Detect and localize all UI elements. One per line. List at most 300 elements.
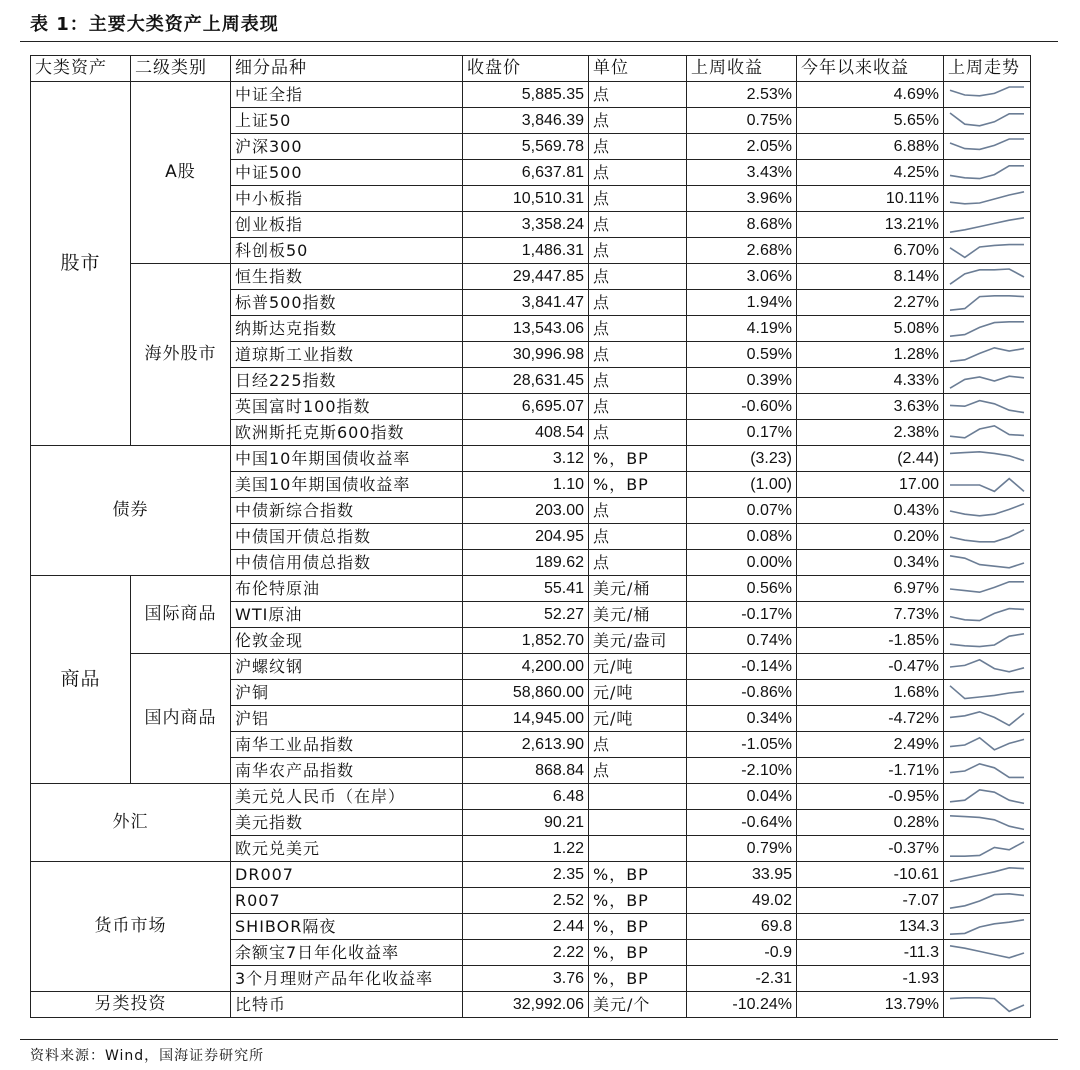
close-price: 868.84: [463, 758, 589, 784]
ytd-return: 6.88%: [797, 134, 944, 160]
weekly-return: 33.95: [687, 862, 797, 888]
unit: 点: [589, 316, 687, 342]
trend-cell: [944, 186, 1031, 212]
weekly-return: (3.23): [687, 446, 797, 472]
weekly-return: -0.17%: [687, 602, 797, 628]
ytd-return: -0.47%: [797, 654, 944, 680]
close-price: 32,992.06: [463, 992, 589, 1018]
sparkline-line: [950, 191, 1024, 203]
sparkline-line: [950, 376, 1024, 388]
sparkline: [948, 187, 1026, 211]
unit: [589, 784, 687, 810]
weekly-return: 0.59%: [687, 342, 797, 368]
unit: 元/吨: [589, 706, 687, 732]
trend-cell: [944, 654, 1031, 680]
weekly-return: 69.8: [687, 914, 797, 940]
asset-class: 股市: [31, 82, 131, 446]
sparkline-line: [950, 87, 1024, 96]
trend-cell: [944, 472, 1031, 498]
weekly-return: -2.10%: [687, 758, 797, 784]
instrument-name: 创业板指: [231, 212, 463, 238]
close-price: 29,447.85: [463, 264, 589, 290]
column-header: 大类资产: [31, 56, 131, 82]
weekly-return: 4.19%: [687, 316, 797, 342]
asset-class: 货币市场: [31, 862, 231, 992]
sparkline-line: [950, 763, 1024, 777]
trend-cell: [944, 602, 1031, 628]
ytd-return: 1.68%: [797, 680, 944, 706]
instrument-name: 布伦特原油: [231, 576, 463, 602]
sparkline: [948, 941, 1026, 965]
instrument-name: 沪铝: [231, 706, 463, 732]
close-price: 2,613.90: [463, 732, 589, 758]
weekly-return: -2.31: [687, 966, 797, 992]
unit: 点: [589, 82, 687, 108]
asset-class: 债券: [31, 446, 231, 576]
sparkline-line: [950, 295, 1024, 309]
close-price: 1.10: [463, 472, 589, 498]
sparkline-line: [950, 451, 1024, 460]
unit: 点: [589, 732, 687, 758]
close-price: 5,885.35: [463, 82, 589, 108]
instrument-name: 中国10年期国债收益率: [231, 446, 463, 472]
trend-cell: [944, 264, 1031, 290]
ytd-return: 6.70%: [797, 238, 944, 264]
trend-cell: [944, 134, 1031, 160]
unit: 点: [589, 264, 687, 290]
instrument-name: 南华农产品指数: [231, 758, 463, 784]
ytd-return: 4.69%: [797, 82, 944, 108]
close-price: 189.62: [463, 550, 589, 576]
trend-cell: [944, 862, 1031, 888]
instrument-name: 欧洲斯托克斯600指数: [231, 420, 463, 446]
trend-cell: [944, 706, 1031, 732]
sparkline: [948, 759, 1026, 783]
ytd-return: -10.61: [797, 862, 944, 888]
instrument-name: 余额宝7日年化收益率: [231, 940, 463, 966]
sparkline-line: [950, 321, 1024, 335]
sparkline: [948, 395, 1026, 419]
ytd-return: 7.73%: [797, 602, 944, 628]
ytd-return: 4.33%: [797, 368, 944, 394]
weekly-return: 0.08%: [687, 524, 797, 550]
trend-cell: [944, 940, 1031, 966]
table-title: 表 1：主要大类资产上周表现: [30, 14, 279, 35]
ytd-return: -11.3: [797, 940, 944, 966]
instrument-name: 美元指数: [231, 810, 463, 836]
trend-cell: [944, 758, 1031, 784]
weekly-return: -1.05%: [687, 732, 797, 758]
trend-cell: [944, 498, 1031, 524]
unit: 元/吨: [589, 680, 687, 706]
unit: 点: [589, 524, 687, 550]
unit: 点: [589, 342, 687, 368]
trend-cell: [944, 992, 1031, 1018]
weekly-return: -0.9: [687, 940, 797, 966]
instrument-name: 沪铜: [231, 680, 463, 706]
sparkline-line: [950, 244, 1024, 257]
close-price: 6,695.07: [463, 394, 589, 420]
trend-cell: [944, 446, 1031, 472]
table-row: [31, 446, 1031, 472]
instrument-name: 中债新综合指数: [231, 498, 463, 524]
close-price: 30,996.98: [463, 342, 589, 368]
unit: 美元/桶: [589, 576, 687, 602]
sparkline-line: [950, 529, 1024, 541]
sparkline-line: [950, 269, 1024, 284]
sparkline: [948, 421, 1026, 445]
sparkline-line: [950, 893, 1024, 907]
instrument-name: 道琼斯工业指数: [231, 342, 463, 368]
instrument-name: SHIBOR隔夜: [231, 914, 463, 940]
ytd-return: -0.95%: [797, 784, 944, 810]
asset-class: 另类投资: [31, 992, 231, 1018]
close-price: 5,569.78: [463, 134, 589, 160]
ytd-return: 8.14%: [797, 264, 944, 290]
ytd-return: 17.00: [797, 472, 944, 498]
sparkline-line: [950, 139, 1024, 149]
instrument-name: DR007: [231, 862, 463, 888]
unit: %，BP: [589, 862, 687, 888]
sparkline-line: [950, 737, 1024, 749]
instrument-name: 中债国开债总指数: [231, 524, 463, 550]
asset-performance-table: [30, 55, 1031, 1018]
weekly-return: 0.74%: [687, 628, 797, 654]
instrument-name: 美国10年期国债收益率: [231, 472, 463, 498]
close-price: 10,510.31: [463, 186, 589, 212]
sub-category: 国际商品: [131, 576, 231, 654]
column-header: 上周收益: [687, 56, 797, 82]
weekly-return: 2.53%: [687, 82, 797, 108]
ytd-return: 6.97%: [797, 576, 944, 602]
sparkline-line: [950, 400, 1024, 412]
sparkline: [948, 837, 1026, 861]
instrument-name: 南华工业品指数: [231, 732, 463, 758]
instrument-name: 沪深300: [231, 134, 463, 160]
sparkline-line: [950, 841, 1024, 855]
sparkline: [948, 369, 1026, 393]
ytd-return: 0.28%: [797, 810, 944, 836]
unit: 美元/个: [589, 992, 687, 1018]
sparkline: [948, 707, 1026, 731]
weekly-return: 1.94%: [687, 290, 797, 316]
unit: 点: [589, 134, 687, 160]
sparkline-line: [950, 867, 1024, 881]
table-row: [31, 264, 1031, 290]
instrument-name: 中证500: [231, 160, 463, 186]
ytd-return: 1.28%: [797, 342, 944, 368]
ytd-return: 2.38%: [797, 420, 944, 446]
column-header: 上周走势: [944, 56, 1031, 82]
table-row: [31, 576, 1031, 602]
sparkline: [948, 135, 1026, 159]
trend-cell: [944, 82, 1031, 108]
ytd-return: 5.65%: [797, 108, 944, 134]
ytd-return: -7.07: [797, 888, 944, 914]
trend-cell: [944, 160, 1031, 186]
unit: 点: [589, 238, 687, 264]
sparkline: [948, 291, 1026, 315]
unit: 点: [589, 212, 687, 238]
sparkline: [948, 83, 1026, 107]
ytd-return: -0.37%: [797, 836, 944, 862]
weekly-return: -0.64%: [687, 810, 797, 836]
sparkline: [948, 993, 1026, 1017]
close-price: 3.12: [463, 446, 589, 472]
weekly-return: 0.17%: [687, 420, 797, 446]
sparkline-line: [950, 633, 1024, 646]
weekly-return: 3.96%: [687, 186, 797, 212]
sparkline: [948, 161, 1026, 185]
unit: %，BP: [589, 914, 687, 940]
sparkline-line: [950, 425, 1024, 437]
unit: 点: [589, 186, 687, 212]
unit: %，BP: [589, 472, 687, 498]
ytd-return: -4.72%: [797, 706, 944, 732]
instrument-name: 英国富时100指数: [231, 394, 463, 420]
trend-cell: [944, 914, 1031, 940]
close-price: 90.21: [463, 810, 589, 836]
ytd-return: 2.27%: [797, 290, 944, 316]
instrument-name: 中债信用债总指数: [231, 550, 463, 576]
close-price: 13,543.06: [463, 316, 589, 342]
trend-cell: [944, 212, 1031, 238]
sparkline-line: [950, 347, 1024, 361]
trend-cell: [944, 888, 1031, 914]
close-price: 14,945.00: [463, 706, 589, 732]
sub-category: 海外股市: [131, 264, 231, 446]
weekly-return: 0.00%: [687, 550, 797, 576]
sparkline: [948, 655, 1026, 679]
close-price: 3,358.24: [463, 212, 589, 238]
close-price: 2.22: [463, 940, 589, 966]
weekly-return: 49.02: [687, 888, 797, 914]
trend-cell: [944, 966, 1031, 992]
close-price: 1,852.70: [463, 628, 589, 654]
ytd-return: -1.93: [797, 966, 944, 992]
trend-cell: [944, 342, 1031, 368]
sparkline: [948, 551, 1026, 575]
instrument-name: 科创板50: [231, 238, 463, 264]
close-price: 6.48: [463, 784, 589, 810]
instrument-name: 中证全指: [231, 82, 463, 108]
unit: 点: [589, 550, 687, 576]
trend-cell: [944, 316, 1031, 342]
column-header: 今年以来收益: [797, 56, 944, 82]
instrument-name: 中小板指: [231, 186, 463, 212]
instrument-name: 沪螺纹钢: [231, 654, 463, 680]
trend-cell: [944, 732, 1031, 758]
sub-category: 国内商品: [131, 654, 231, 784]
unit: 点: [589, 420, 687, 446]
ytd-return: 0.34%: [797, 550, 944, 576]
sparkline: [948, 447, 1026, 471]
column-header: 单位: [589, 56, 687, 82]
close-price: 28,631.45: [463, 368, 589, 394]
close-price: 52.27: [463, 602, 589, 628]
table-row: [31, 654, 1031, 680]
ytd-return: 3.63%: [797, 394, 944, 420]
unit: 点: [589, 394, 687, 420]
weekly-return: -0.14%: [687, 654, 797, 680]
instrument-name: WTI原油: [231, 602, 463, 628]
instrument-name: 3个月理财产品年化收益率: [231, 966, 463, 992]
trend-cell: [944, 524, 1031, 550]
instrument-name: 日经225指数: [231, 368, 463, 394]
sparkline: [948, 473, 1026, 497]
ytd-return: -1.71%: [797, 758, 944, 784]
sparkline: [948, 681, 1026, 705]
close-price: 2.35: [463, 862, 589, 888]
sparkline-line: [950, 113, 1024, 126]
ytd-return: 134.3: [797, 914, 944, 940]
trend-cell: [944, 784, 1031, 810]
weekly-return: (1.00): [687, 472, 797, 498]
table-row: [31, 992, 1031, 1018]
sparkline-line: [950, 165, 1024, 178]
weekly-return: 0.04%: [687, 784, 797, 810]
column-header: 二级类别: [131, 56, 231, 82]
sparkline: [948, 499, 1026, 523]
close-price: 3,846.39: [463, 108, 589, 134]
unit: %，BP: [589, 446, 687, 472]
close-price: 408.54: [463, 420, 589, 446]
trend-cell: [944, 394, 1031, 420]
sparkline-line: [950, 919, 1024, 933]
unit: 点: [589, 290, 687, 316]
unit: 点: [589, 498, 687, 524]
unit: 点: [589, 368, 687, 394]
instrument-name: 纳斯达克指数: [231, 316, 463, 342]
column-header: 收盘价: [463, 56, 589, 82]
instrument-name: 上证50: [231, 108, 463, 134]
sparkline-line: [950, 555, 1024, 567]
sparkline: [948, 603, 1026, 627]
weekly-return: 2.05%: [687, 134, 797, 160]
sparkline: [948, 863, 1026, 887]
sparkline: [948, 265, 1026, 289]
ytd-return: 13.21%: [797, 212, 944, 238]
unit: [589, 810, 687, 836]
sparkline-line: [950, 789, 1024, 803]
unit: 元/吨: [589, 654, 687, 680]
weekly-return: -0.60%: [687, 394, 797, 420]
sparkline: [948, 733, 1026, 757]
close-price: 203.00: [463, 498, 589, 524]
instrument-name: 美元兑人民币（在岸）: [231, 784, 463, 810]
trend-cell: [944, 836, 1031, 862]
unit: %，BP: [589, 940, 687, 966]
weekly-return: 8.68%: [687, 212, 797, 238]
ytd-return: 13.79%: [797, 992, 944, 1018]
unit: 点: [589, 108, 687, 134]
sub-category: A股: [131, 82, 231, 264]
unit: [589, 836, 687, 862]
sparkline-line: [950, 478, 1024, 491]
ytd-return: (2.44): [797, 446, 944, 472]
close-price: 2.52: [463, 888, 589, 914]
close-price: 3,841.47: [463, 290, 589, 316]
weekly-return: -10.24%: [687, 992, 797, 1018]
close-price: 55.41: [463, 576, 589, 602]
header-row: [31, 56, 1031, 82]
table-row: [31, 862, 1031, 888]
instrument-name: 标普500指数: [231, 290, 463, 316]
sparkline-line: [950, 815, 1024, 829]
weekly-return: 3.43%: [687, 160, 797, 186]
bottom-rule: [20, 1039, 1058, 1040]
close-price: 3.76: [463, 966, 589, 992]
trend-cell: [944, 368, 1031, 394]
sparkline: [948, 109, 1026, 133]
close-price: 1,486.31: [463, 238, 589, 264]
weekly-return: 0.75%: [687, 108, 797, 134]
trend-cell: [944, 420, 1031, 446]
unit: %，BP: [589, 888, 687, 914]
trend-cell: [944, 290, 1031, 316]
sparkline-line: [950, 945, 1024, 957]
sparkline-line: [950, 503, 1024, 515]
unit: 点: [589, 160, 687, 186]
sparkline: [948, 889, 1026, 913]
trend-cell: [944, 628, 1031, 654]
instrument-name: R007: [231, 888, 463, 914]
close-price: 4,200.00: [463, 654, 589, 680]
sparkline-line: [950, 659, 1024, 671]
close-price: 2.44: [463, 914, 589, 940]
table-row: [31, 82, 1031, 108]
weekly-return: 0.34%: [687, 706, 797, 732]
sparkline: [948, 239, 1026, 263]
close-price: 1.22: [463, 836, 589, 862]
instrument-name: 比特币: [231, 992, 463, 1018]
sparkline-line: [950, 217, 1024, 231]
trend-cell: [944, 238, 1031, 264]
ytd-return: 2.49%: [797, 732, 944, 758]
top-rule: [20, 41, 1058, 42]
sparkline-line: [950, 581, 1024, 591]
unit: 美元/盎司: [589, 628, 687, 654]
trend-cell: [944, 810, 1031, 836]
weekly-return: 3.06%: [687, 264, 797, 290]
ytd-return: 5.08%: [797, 316, 944, 342]
weekly-return: 2.68%: [687, 238, 797, 264]
sparkline: [948, 577, 1026, 601]
column-header: 细分品种: [231, 56, 463, 82]
sparkline: [948, 811, 1026, 835]
ytd-return: 0.20%: [797, 524, 944, 550]
ytd-return: 0.43%: [797, 498, 944, 524]
instrument-name: 伦敦金现: [231, 628, 463, 654]
trend-cell: [944, 108, 1031, 134]
sparkline: [948, 213, 1026, 237]
ytd-return: -1.85%: [797, 628, 944, 654]
trend-cell: [944, 576, 1031, 602]
weekly-return: 0.79%: [687, 836, 797, 862]
sparkline: [948, 915, 1026, 939]
sparkline-line: [950, 711, 1024, 725]
asset-class: 外汇: [31, 784, 231, 862]
unit: 点: [589, 758, 687, 784]
sparkline-line: [950, 608, 1024, 620]
close-price: 204.95: [463, 524, 589, 550]
trend-cell: [944, 680, 1031, 706]
sparkline: [948, 525, 1026, 549]
sparkline: [948, 629, 1026, 653]
sparkline: [948, 785, 1026, 809]
sparkline-line: [950, 997, 1024, 1011]
sparkline-line: [950, 685, 1024, 698]
